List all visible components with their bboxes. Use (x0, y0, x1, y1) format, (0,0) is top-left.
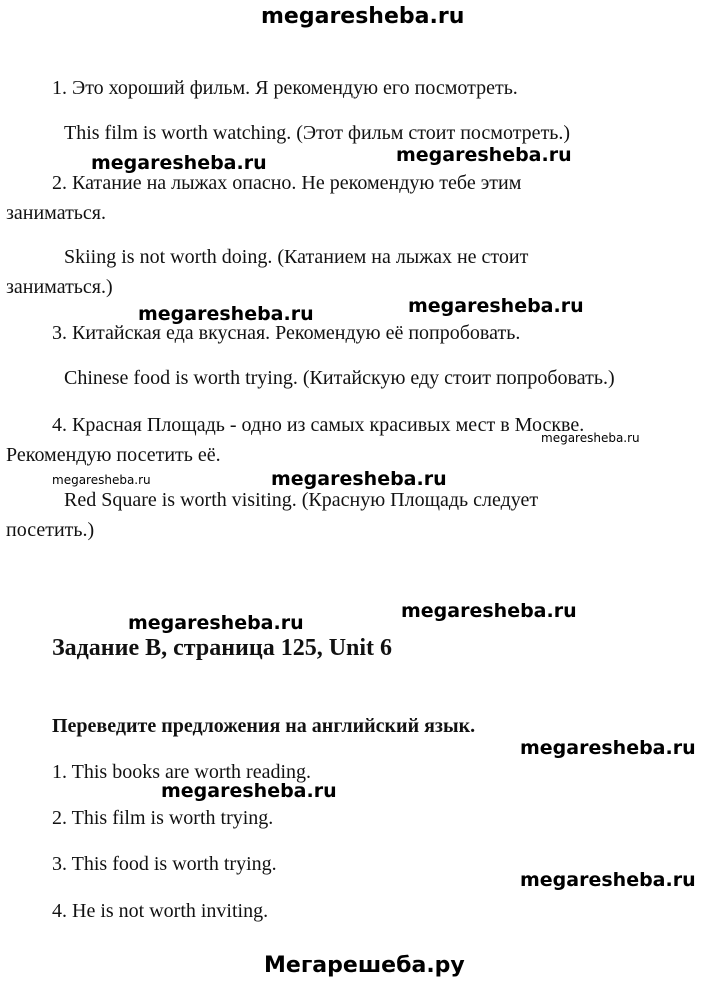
task-title: Задание B, страница 125, Unit 6 (52, 635, 393, 661)
exercise-4-russian-line1: 4. Красная Площадь - одно из самых красивых мест в Москве. (52, 414, 585, 436)
exercise-2-russian-line2: заниматься. (6, 202, 106, 224)
watermark: megaresheba.ru (91, 152, 267, 174)
site-header: megaresheba.ru (261, 4, 465, 29)
exercise-4-english-line2: посетить.) (6, 519, 95, 541)
exercise-3-russian: 3. Китайская еда вкусная. Рекомендую её попробовать. (52, 322, 521, 344)
exercise-2-english-line1: Skiing is not worth doing. (Катанием на лыжах не стоит (64, 246, 529, 268)
exercise-2-russian-line1: 2. Катание на лыжах опасно. Не рекомендую тебе этим (52, 172, 522, 194)
answer-1: 1. This books are worth reading. (52, 761, 312, 783)
watermark: megaresheba.ru (520, 869, 696, 891)
watermark: megaresheba.ru (161, 780, 337, 802)
exercise-2-english-line2: заниматься.) (6, 276, 113, 298)
watermark-small: megaresheba.ru (52, 473, 151, 487)
exercise-3-english: Chinese food is worth trying. (Китайскую еду стоит попробовать.) (64, 367, 615, 389)
answer-3: 3. This food is worth trying. (52, 853, 277, 875)
watermark: megaresheba.ru (396, 144, 572, 166)
watermark: megaresheba.ru (128, 612, 304, 634)
watermark: megaresheba.ru (271, 468, 447, 490)
task-instruction: Переведите предложения на английский язык. (52, 715, 476, 737)
answer-2: 2. This film is worth trying. (52, 807, 274, 829)
exercise-4-russian-line2: Рекомендую посетить её. (6, 444, 221, 466)
watermark-small: megaresheba.ru (541, 431, 640, 445)
watermark: megaresheba.ru (138, 303, 314, 325)
site-footer: Мегарешеба.ру (264, 953, 465, 978)
watermark: megaresheba.ru (401, 600, 577, 622)
exercise-4-english-line1: Red Square is worth visiting. (Красную Площадь следует (64, 489, 539, 511)
exercise-1-english: This film is worth watching. (Этот фильм стоит посмотреть.) (64, 122, 571, 144)
watermark: megaresheba.ru (408, 295, 584, 317)
exercise-1-russian: 1. Это хороший фильм. Я рекомендую его посмотреть. (52, 77, 518, 99)
watermark: megaresheba.ru (520, 737, 696, 759)
answer-4: 4. He is not worth inviting. (52, 900, 269, 922)
